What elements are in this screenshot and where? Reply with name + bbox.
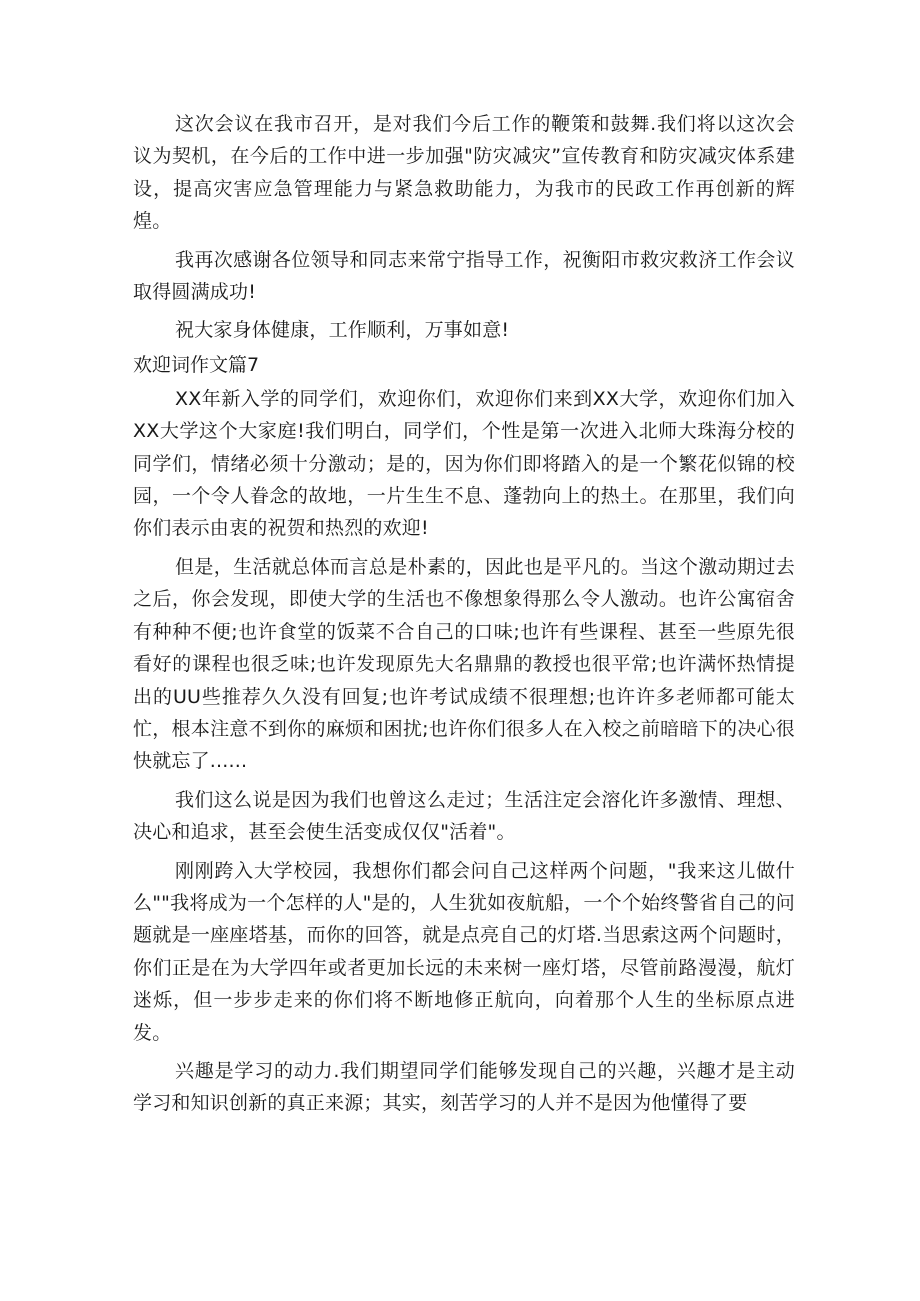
paragraph-interest: 兴趣是学习的动力.我们期望同学们能够发现自己的兴趣，兴趣才是主动学习和知识创新的真正来源；其实，刻苦学习的人并不是因为他懂得了要 — [133, 1059, 795, 1115]
document-page — [133, 108, 795, 1120]
paragraph-meeting-closing: 这次会议在我市召开，是对我们今后工作的鞭策和鼓舞.我们将以这次会议为契机，在今后的工作中进一步加强"防灾减灾”宣传教育和防灾减灾体系建设，提高灾害应急管理能力与紧急救助能力，为我市的民政工作再创新的辉煌。 — [133, 113, 795, 233]
paragraph-ordinary-life: 但是，生活就总体而言总是朴素的，因此也是平凡的。当这个激动期过去之后，你会发现，即使大学的生活也不像想象得那么令人激动。也许公寓宿舍有种种不便;也许食堂的饭菜不合自己的口味;也许有些课程、甚至一些原先很看好的课程也很乏味;也许发现原先大名鼎鼎的教授也很平常;也许满怀热情提出的UU些推荐久久没有回复;也许考试成绩不很理想;也许许多老师都可能太忙，根本注意不到你的麻烦和困扰;也许你们很多人在入校之前暗暗下的决心很快就忘了...... — [133, 555, 795, 773]
section-heading: 欢迎词作文篇7 — [133, 353, 260, 376]
paragraph-two-questions: 刚刚跨入大学校园，我想你们都会问自己这样两个问题，"我来这儿做什么""我将成为一个怎样的人"是的，人生犹如夜航船，一个个始终警省自己的问题就是一座座塔基，而你的回答，就是点亮自己的灯塔.当思索这两个问题时，你们正是在为大学四年或者更加长远的未来树一座灯塔，尽管前路漫漫，航灯迷烁，但一步步走来的你们将不断地修正航向，向着那个人生的坐标原点进发。 — [133, 859, 795, 1044]
paragraph-wishes: 祝大家身体健康，工作顺利，万事如意! — [175, 319, 510, 342]
paragraph-experience: 我们这么说是因为我们也曾这么走过；生活注定会溶化许多激情、理想、决心和追求，甚至会使生活变成仅仅"活着"。 — [133, 788, 795, 844]
paragraph-thanks: 我再次感谢各位领导和同志来常宁指导工作，祝衡阳市救灾救济工作会议取得圆满成功! — [133, 248, 795, 304]
paragraph-welcome: XX年新入学的同学们，欢迎你们，欢迎你们来到XX大学，欢迎你们加入XX大学这个大家庭!我们明白，同学们，个性是第一次进入北师大珠海分校的同学们，情绪必须十分激动；是的，因为你们即将踏入的是一个繁花似锦的校园，一个令人眷念的故地，一片生生不息、蓬勃向上的热土。在那里，我们向你们表示由衷的祝贺和热烈的欢迎! — [133, 387, 795, 540]
